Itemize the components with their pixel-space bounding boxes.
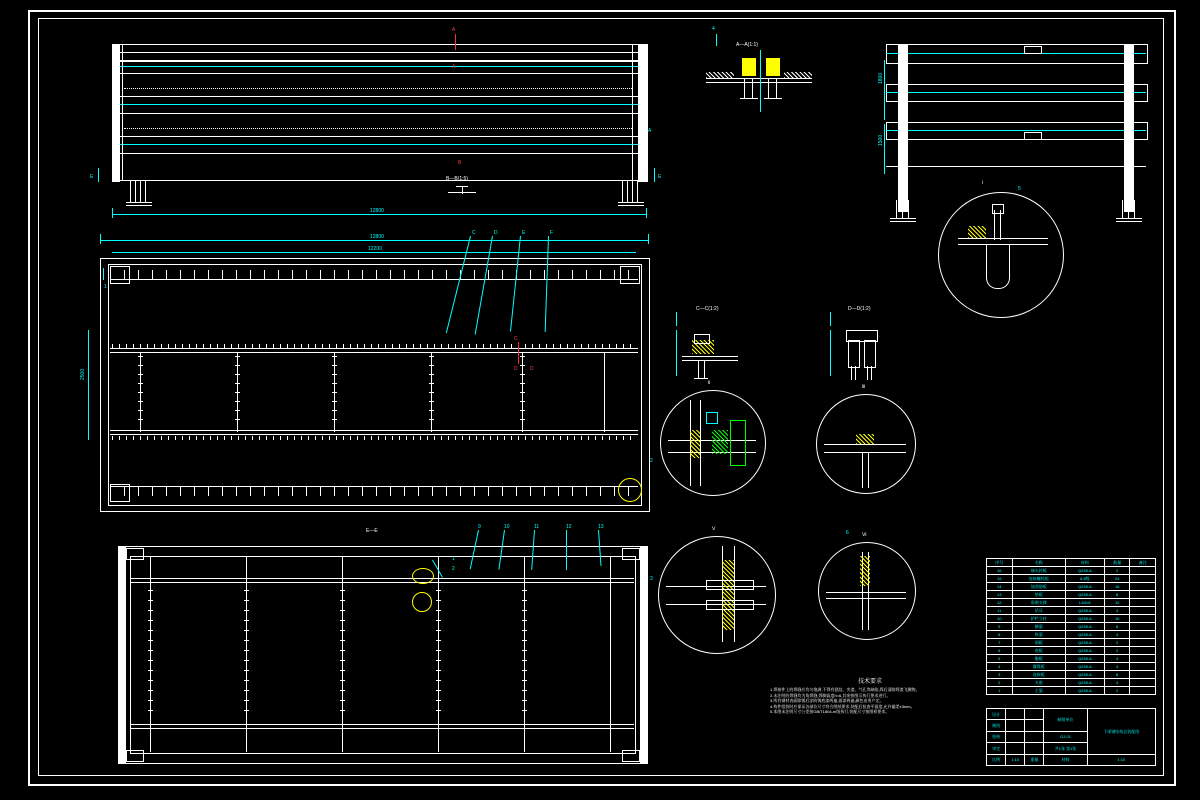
tb-check-date <box>1025 731 1044 742</box>
top-left-inner-line <box>122 44 123 180</box>
tb-scale-value: 1:10 <box>1006 754 1025 765</box>
detail-5-circle <box>658 536 776 654</box>
detail-1-label: Ⅰ <box>982 180 984 186</box>
top-bolt-row-1 <box>124 88 632 89</box>
side-low-beam <box>886 122 1148 140</box>
tb-scale-label: 比例 <box>987 754 1006 765</box>
plan-top-wave <box>110 270 638 280</box>
bom-cell <box>1130 583 1156 591</box>
tb-approve-label: 审定 <box>987 743 1006 754</box>
plan-left-tick <box>103 268 104 280</box>
bom-row <box>987 679 1156 687</box>
section-cc-tick <box>676 312 677 326</box>
bottom-rib-bolts-2 <box>244 590 249 718</box>
plan-dim-text-outer: 12800 <box>370 234 384 240</box>
bom-cell: 24 <box>1104 575 1130 583</box>
bom-cell: 10 <box>987 615 1013 623</box>
bottom-detail-ellipse <box>412 568 434 584</box>
top-beam-mid <box>112 96 648 114</box>
bom-cell: 主梁 <box>1012 687 1065 695</box>
section-aa-bolt-shank-4 <box>776 78 777 98</box>
bom-cell: Q235-A <box>1065 671 1104 679</box>
bom-row <box>987 687 1156 695</box>
notes-line: 5.本图未注明尺寸公差按GB/T1804-m级执行,装配尺寸按图样要求。 <box>770 709 890 714</box>
tb-sheet: 共1张 第1张 <box>1044 743 1087 754</box>
bom-cell: Q235-A <box>1065 623 1104 631</box>
bom-cell: 面板 <box>1012 639 1065 647</box>
bom-cell: 翼缘板 <box>1012 663 1065 671</box>
bom-cell: 8.8级 <box>1065 575 1104 583</box>
plan-dim-line-outer <box>100 240 648 241</box>
tb-approve-name <box>1006 743 1025 754</box>
bottom-corner-tl <box>126 548 144 560</box>
section-dd-bolt-box-1 <box>848 340 860 368</box>
bom-cell <box>1130 567 1156 575</box>
bom-cell <box>1130 631 1156 639</box>
detail-3-hatch <box>856 434 874 444</box>
side-top-beam <box>886 44 1148 64</box>
detail-6-h1 <box>826 592 906 593</box>
bom-row <box>987 567 1156 575</box>
bom-cell: 6 <box>987 647 1013 655</box>
bom-cell: 角钢支撑 <box>1012 599 1065 607</box>
detail-3-h2 <box>824 452 906 453</box>
detail-5-plate-1 <box>706 580 754 590</box>
bom-cell: Q235-A <box>1065 583 1104 591</box>
side-plate-bottom <box>1024 132 1042 140</box>
bom-row <box>987 655 1156 663</box>
section-aa-bolt-head-1 <box>742 58 756 76</box>
bottom-rib-bolts-1 <box>148 590 153 718</box>
bom-cell: 7 <box>987 639 1013 647</box>
section-cc-bolt-2 <box>704 360 705 378</box>
bom-cell: 垫板 <box>1012 591 1065 599</box>
bom-cell: 3 <box>987 671 1013 679</box>
bom-cell: 10 <box>1104 615 1130 623</box>
bom-cell <box>1130 647 1156 655</box>
bill-of-materials <box>986 558 1156 708</box>
detail-5-label: Ⅴ <box>712 526 716 532</box>
tb-check-name <box>1006 731 1025 742</box>
section-dd-shank-2 <box>855 366 856 380</box>
tb-material-label: 材料 <box>1044 754 1087 765</box>
plan-bottom-wave <box>110 486 638 496</box>
plan-left-note-1: 1 <box>104 284 107 290</box>
bom-row <box>987 647 1156 655</box>
top-beam-lower-axis <box>112 144 646 145</box>
section-label-e-right: E <box>658 174 662 180</box>
plan-corner-tr <box>620 266 640 284</box>
bom-cell <box>1130 623 1156 631</box>
section-cc-centerline <box>676 330 677 376</box>
plan-bolt-row-bottom <box>112 436 636 440</box>
tb-draw-label: 制图 <box>987 720 1006 731</box>
notes-line: 4.构件组装时应保证各部位尺寸符合图纸要求,装配后检查平面度,允许偏差±3mm。 <box>770 703 915 709</box>
detail-3-label: Ⅲ <box>862 384 866 390</box>
plan-inner-outline <box>108 264 642 506</box>
plan-rib-6 <box>604 352 605 432</box>
bom-cell: 横梁 <box>1012 623 1065 631</box>
section-aa-bolt-shank-2 <box>752 78 753 98</box>
bom-cell <box>1130 639 1156 647</box>
bom-cell: 4 <box>1104 663 1130 671</box>
bom-cell <box>1130 671 1156 679</box>
plan-corner-tl <box>110 266 130 284</box>
bom-cell: 16 <box>1104 583 1130 591</box>
bottom-beam-2b <box>130 728 634 729</box>
section-mark-c-plan <box>518 342 519 364</box>
bom-cell <box>1130 599 1156 607</box>
tb-design-name <box>1006 709 1025 720</box>
plan-beam-top-2 <box>110 352 638 353</box>
bom-cell: Q235-A <box>1065 639 1104 647</box>
bom-cell: 9 <box>987 623 1013 631</box>
tb-scale-value2: 1:10 <box>1087 754 1155 765</box>
top-bottom-edge <box>112 180 646 181</box>
top-beam-lower <box>112 136 648 154</box>
plan-dim-tick-r <box>648 234 649 244</box>
bom-cell: 2 <box>1104 647 1130 655</box>
bom-header-cell: 名称 <box>1012 559 1065 567</box>
bom-header-cell: 材料 <box>1065 559 1104 567</box>
bom-header-cell: 备注 <box>1130 559 1156 567</box>
bom-cell <box>1130 663 1156 671</box>
section-aa-bolt-shank-3 <box>768 78 769 98</box>
top-beam-web <box>112 60 648 74</box>
bom-cell: 支座 <box>1012 679 1065 687</box>
bom-cell: 4 <box>1104 607 1130 615</box>
section-cc-plate <box>694 334 710 344</box>
bom-cell: 2 <box>1104 639 1130 647</box>
plan-rib-bolts-2 <box>235 356 240 428</box>
side-dim-v2 <box>884 124 885 174</box>
notes-title: 技术要求 <box>857 679 882 685</box>
bom-cell: 1 <box>987 687 1013 695</box>
bom-cell: 护栏立柱 <box>1012 615 1065 623</box>
bom-cell: 8 <box>1104 671 1130 679</box>
detail-2-green-box <box>730 420 746 466</box>
plan-dim-v-text: 2500 <box>80 368 86 380</box>
bottom-detail-label-2: 2 <box>452 566 455 572</box>
bom-cell: 16 <box>987 567 1013 575</box>
section-aa-tick <box>716 34 717 46</box>
tb-weight-label: 重量 <box>1025 754 1044 765</box>
detail-1-bolt-2 <box>1000 210 1001 240</box>
section-dd-shank-1 <box>851 366 852 380</box>
bom-cell: 2 <box>987 679 1013 687</box>
bom-cell: Q235-A <box>1065 687 1104 695</box>
section-dd-tick <box>830 312 831 326</box>
bom-cell: 4 <box>987 663 1013 671</box>
bom-cell: Q235-A <box>1065 631 1104 639</box>
section-label-ee: E—E <box>366 528 378 534</box>
detail-1-hatch <box>968 226 986 238</box>
section-aa-nut-2 <box>764 98 782 99</box>
top-right-endplate <box>638 44 648 182</box>
plan-beam-top <box>110 348 638 349</box>
top-beam-axis <box>112 66 646 67</box>
section-dd-shank-4 <box>871 366 872 380</box>
section-dd-shank-3 <box>867 366 868 380</box>
section-mark-a-line <box>455 34 456 50</box>
plan-beam-bottom-2 <box>110 434 638 435</box>
bom-cell <box>1130 615 1156 623</box>
top-dim-tick-left <box>112 208 113 218</box>
section-label-d2-plan: D <box>530 366 534 372</box>
side-dim-text-1: 1800 <box>878 72 884 84</box>
bom-cell: 加劲肋板 <box>1012 583 1065 591</box>
detail-2-hatch-2 <box>712 430 728 454</box>
bottom-detail-label-1: 1 <box>452 556 455 562</box>
tb-company: 制图单位 <box>1044 709 1087 732</box>
side-mid-beam <box>886 84 1148 102</box>
side-dim-text-2: 1500 <box>878 134 884 146</box>
bom-row <box>987 591 1156 599</box>
detail-5-plate-2 <box>706 600 754 610</box>
bom-row <box>987 615 1156 623</box>
tb-design-date <box>1025 709 1044 720</box>
bottom-corner-br <box>622 750 640 762</box>
plan-corner-bl <box>110 484 130 502</box>
detail-1-hook <box>986 244 1010 289</box>
bom-cell <box>1130 607 1156 615</box>
side-dim-v1 <box>884 60 885 120</box>
notes-line: 2.未注明的焊缝均为角焊缝,焊脚高度h=6,其余按图示执行要求进行。 <box>770 692 891 698</box>
section-label-a-top: A <box>452 27 456 33</box>
section-dd-title: D—D(1:2) <box>848 306 871 312</box>
bottom-beam-2 <box>130 724 634 725</box>
detail-2-label: Ⅱ <box>708 380 711 386</box>
top-left-endplate <box>112 44 120 182</box>
side-left-column <box>898 44 908 212</box>
side-top-axis <box>886 53 1146 54</box>
detail-6-balloon: 6 <box>846 530 849 536</box>
bom-row <box>987 663 1156 671</box>
bom-cell: 4 <box>1104 655 1130 663</box>
bottom-corner-bl <box>126 750 144 762</box>
bom-row <box>987 623 1156 631</box>
section-aa-base2 <box>706 82 812 83</box>
bottom-rib-bolts-5 <box>522 590 527 718</box>
leader-label-a-right: A <box>648 128 652 134</box>
plan-rib-bolts-4 <box>429 356 434 428</box>
detail-2-cyan-box <box>706 412 718 424</box>
top-dim-text: 12800 <box>370 208 384 214</box>
section-mark-e-left <box>98 168 99 182</box>
detail-1-bolt-1 <box>994 210 995 240</box>
bottom-right-endplate <box>640 546 648 764</box>
bom-row <box>987 671 1156 679</box>
tb-approve-date <box>1025 743 1044 754</box>
bom-cell: 腹板 <box>1012 655 1065 663</box>
detail-3-h1 <box>824 444 906 445</box>
tb-code: GJ-01 <box>1044 731 1087 742</box>
section-cc-bolt-1 <box>698 360 699 378</box>
bottom-left-endplate <box>118 546 126 764</box>
side-mid-axis <box>886 92 1146 93</box>
section-cc-title: C—C(1:2) <box>696 306 719 312</box>
bom-cell: Q235-A <box>1065 567 1104 575</box>
section-dd-centerline <box>830 330 831 376</box>
bom-cell: 连接螺栓组 <box>1012 575 1065 583</box>
bom-cell: 2 <box>1104 567 1130 575</box>
bottom-corner-tr <box>622 548 640 560</box>
bom-cell: 11 <box>987 607 1013 615</box>
section-label-bb: B—B(1:5) <box>446 176 468 182</box>
section-aa-bolt-head-2 <box>766 58 780 76</box>
detail-5-v2 <box>734 546 735 642</box>
section-dd-bolt-box-2 <box>864 340 876 368</box>
detail-5-hatch <box>722 560 734 630</box>
bottom-detail-circle <box>412 592 432 612</box>
detail-6-hatch <box>860 556 870 586</box>
section-aa-nut-1 <box>740 98 758 99</box>
plan-right-note: 2 <box>650 458 653 464</box>
section-label-e-left: E <box>90 174 94 180</box>
detail-2-hatch-1 <box>690 430 700 458</box>
section-aa-base <box>706 78 812 79</box>
top-bolt-row-2 <box>124 128 632 129</box>
bom-cell: 端头封板 <box>1012 567 1065 575</box>
side-right-column <box>1124 44 1134 212</box>
plan-corner-br-circle <box>618 478 642 502</box>
bom-row <box>987 631 1156 639</box>
section-label-c-plan: C <box>514 336 518 342</box>
section-aa-hatch-left <box>706 72 734 78</box>
plan-rib-bolts-5 <box>520 356 525 428</box>
bom-cell: 连接板 <box>1012 671 1065 679</box>
cad-drawing-canvas: A A B B—B(1:5) E E A 12800 1 12800 12200 2500 C D E F C D D 2 E—E 1 2 9 10 11 12 13 3 A—A(1:1) 4 1800 1500 Ⅰ 5 C—C(1:2) D—D(1:2) Ⅱ Ⅲ Ⅴ Ⅵ 6 技术要求 1.焊接件上的焊缝应均匀饱满,不得有裂纹、夹渣、气孔等缺陷,焊后清除焊渣飞溅物。 2.未注明的焊缝均为角焊缝,焊脚高度h=6,其余按图示执行要求进行。 3.所有钢材表面除锈后涂防锈底漆两遍,面漆两遍,颜色由用户定。 4.构件组装时应保证各部位尺寸符合图纸要求,装配后检查平面度,允许偏差±3mm。 5.本图未注明尺寸公差按GB/T1804-m级执行,装配尺寸按图样要求。 序号 名称 材料 数量 备注 16 端头封板 Q235-A 2 15 连接螺栓组 8.8级 24 14 加劲肋板 Q235-A 16 13 垫板 Q235-A 8 12 角钢支撑 L63×6 12 11 吊耳 Q235-A 4 10 护栏立柱 Q235-A 10 9 横梁 Q235-A 6 8 纵梁 Q235-A 4 7 面板 Q235-A 2 6 底板 Q235-A 2 5 腹板 Q235-A 4 4 翼缘板 Q235-A 4 3 连接板 Q235-A 8 2 支座 Q235-A 4 1 主梁 Q235-A 2 设计 制图单位 下部钢结构总装配图 制图 校核 GJ-01 审定 共1张 第1张 比例 1:10 重量 材料 1:10 <box>0 0 1200 800</box>
bom-cell: Q235-A <box>1065 679 1104 687</box>
bom-cell: 纵梁 <box>1012 631 1065 639</box>
detail-1-balloon: 5 <box>1018 186 1021 192</box>
bom-row <box>987 583 1156 591</box>
section-cc-nut <box>694 378 708 379</box>
bom-cell: 6 <box>1104 623 1130 631</box>
bom-cell <box>1130 679 1156 687</box>
detail-3-v2 <box>868 452 869 488</box>
tb-check-label: 校核 <box>987 731 1006 742</box>
side-bottom-edge <box>886 166 1146 167</box>
bottom-rib-bolts-4 <box>436 590 441 718</box>
top-right-inner-line <box>632 44 633 180</box>
bom-cell <box>1130 687 1156 695</box>
bom-row <box>987 639 1156 647</box>
bom-cell: Q235-A <box>1065 647 1104 655</box>
bom-cell: 12 <box>987 599 1013 607</box>
tb-drawing-name: 下部钢结构总装配图 <box>1087 709 1155 755</box>
bom-header-row <box>987 559 1156 567</box>
plan-beam-bottom <box>110 430 638 431</box>
bottom-rib-6 <box>610 556 611 752</box>
detail-1-h1 <box>958 238 1048 239</box>
top-dim-tick-right <box>646 208 647 218</box>
plan-bolt-row-top <box>112 344 636 348</box>
bom-cell: Q235-A <box>1065 615 1104 623</box>
bom-cell: 8 <box>987 631 1013 639</box>
bom-cell: 吊耳 <box>1012 607 1065 615</box>
plan-rib-bolts-3 <box>332 356 337 428</box>
section-label-d-plan: D <box>514 366 518 372</box>
plan-dim-line-inner <box>112 252 636 253</box>
bom-cell: 2 <box>1104 687 1130 695</box>
bom-header-cell: 序号 <box>987 559 1013 567</box>
bom-cell: 4 <box>1104 679 1130 687</box>
tb-draw-date <box>1025 720 1044 731</box>
bottom-beam-1b <box>130 582 634 583</box>
detail-6-label: Ⅵ <box>862 532 867 538</box>
section-aa-centerline <box>760 50 761 112</box>
section-aa-title: A—A(1:1) <box>736 42 758 48</box>
technical-notes <box>770 676 970 715</box>
detail-3-v1 <box>862 452 863 488</box>
plan-dim-tick-l <box>100 234 101 244</box>
bom-cell: 12 <box>1104 599 1130 607</box>
section-aa-tick-label: 4 <box>712 26 715 32</box>
bom-cell: 5 <box>987 655 1013 663</box>
bom-cell: 14 <box>987 583 1013 591</box>
section-mark-e-right <box>654 168 655 182</box>
bom-cell <box>1130 591 1156 599</box>
notes-line: 1.焊接件上的焊缝应均匀饱满,不得有裂纹、夹渣、气孔等缺陷,焊后清除焊渣飞溅物。 <box>770 687 920 692</box>
top-beam-mid-axis <box>112 104 646 105</box>
bom-cell: 底板 <box>1012 647 1065 655</box>
bom-row <box>987 599 1156 607</box>
bom-cell: 8 <box>1104 591 1130 599</box>
section-aa-hatch-right <box>784 72 812 78</box>
bom-header-cell: 数量 <box>1104 559 1130 567</box>
detail-2-v2 <box>700 400 701 486</box>
bom-cell: 13 <box>987 591 1013 599</box>
bom-cell: Q235-A <box>1065 663 1104 671</box>
plan-dim-text-inner: 12200 <box>368 246 382 252</box>
bottom-rib-bolts-3 <box>340 590 345 718</box>
section-aa-bolt-shank-1 <box>744 78 745 98</box>
top-beam-centerline <box>112 52 646 53</box>
title-block <box>986 708 1156 766</box>
section-label-a-bottom: A <box>452 64 456 70</box>
bom-row <box>987 575 1156 583</box>
bom-cell: Q235-A <box>1065 655 1104 663</box>
plan-rib-bolts-1 <box>138 356 143 428</box>
tb-design-label: 设计 <box>987 709 1006 720</box>
detail-1-bolt-head <box>992 204 1004 214</box>
section-cc-base <box>682 356 738 357</box>
side-plate-top <box>1024 46 1042 54</box>
bom-cell <box>1130 655 1156 663</box>
notes-line: 3.所有钢材表面除锈后涂防锈底漆两遍,面漆两遍,颜色由用户定。 <box>770 698 884 703</box>
bottom-right-note: 3 <box>650 576 653 582</box>
bom-cell <box>1130 575 1156 583</box>
bottom-beam-1 <box>130 578 634 579</box>
top-dim-line <box>112 214 646 215</box>
bom-cell: Q235-A <box>1065 591 1104 599</box>
side-low-axis <box>886 130 1146 131</box>
section-label-b: B <box>458 160 462 166</box>
bom-cell: 4 <box>1104 631 1130 639</box>
tb-draw-name <box>1006 720 1025 731</box>
bom-cell: 15 <box>987 575 1013 583</box>
plan-dim-v-line <box>88 330 89 440</box>
bom-row <box>987 607 1156 615</box>
section-cc-base2 <box>682 360 738 361</box>
bom-cell: L63×6 <box>1065 599 1104 607</box>
bom-cell: Q235-A <box>1065 607 1104 615</box>
detail-6-h2 <box>826 598 906 599</box>
